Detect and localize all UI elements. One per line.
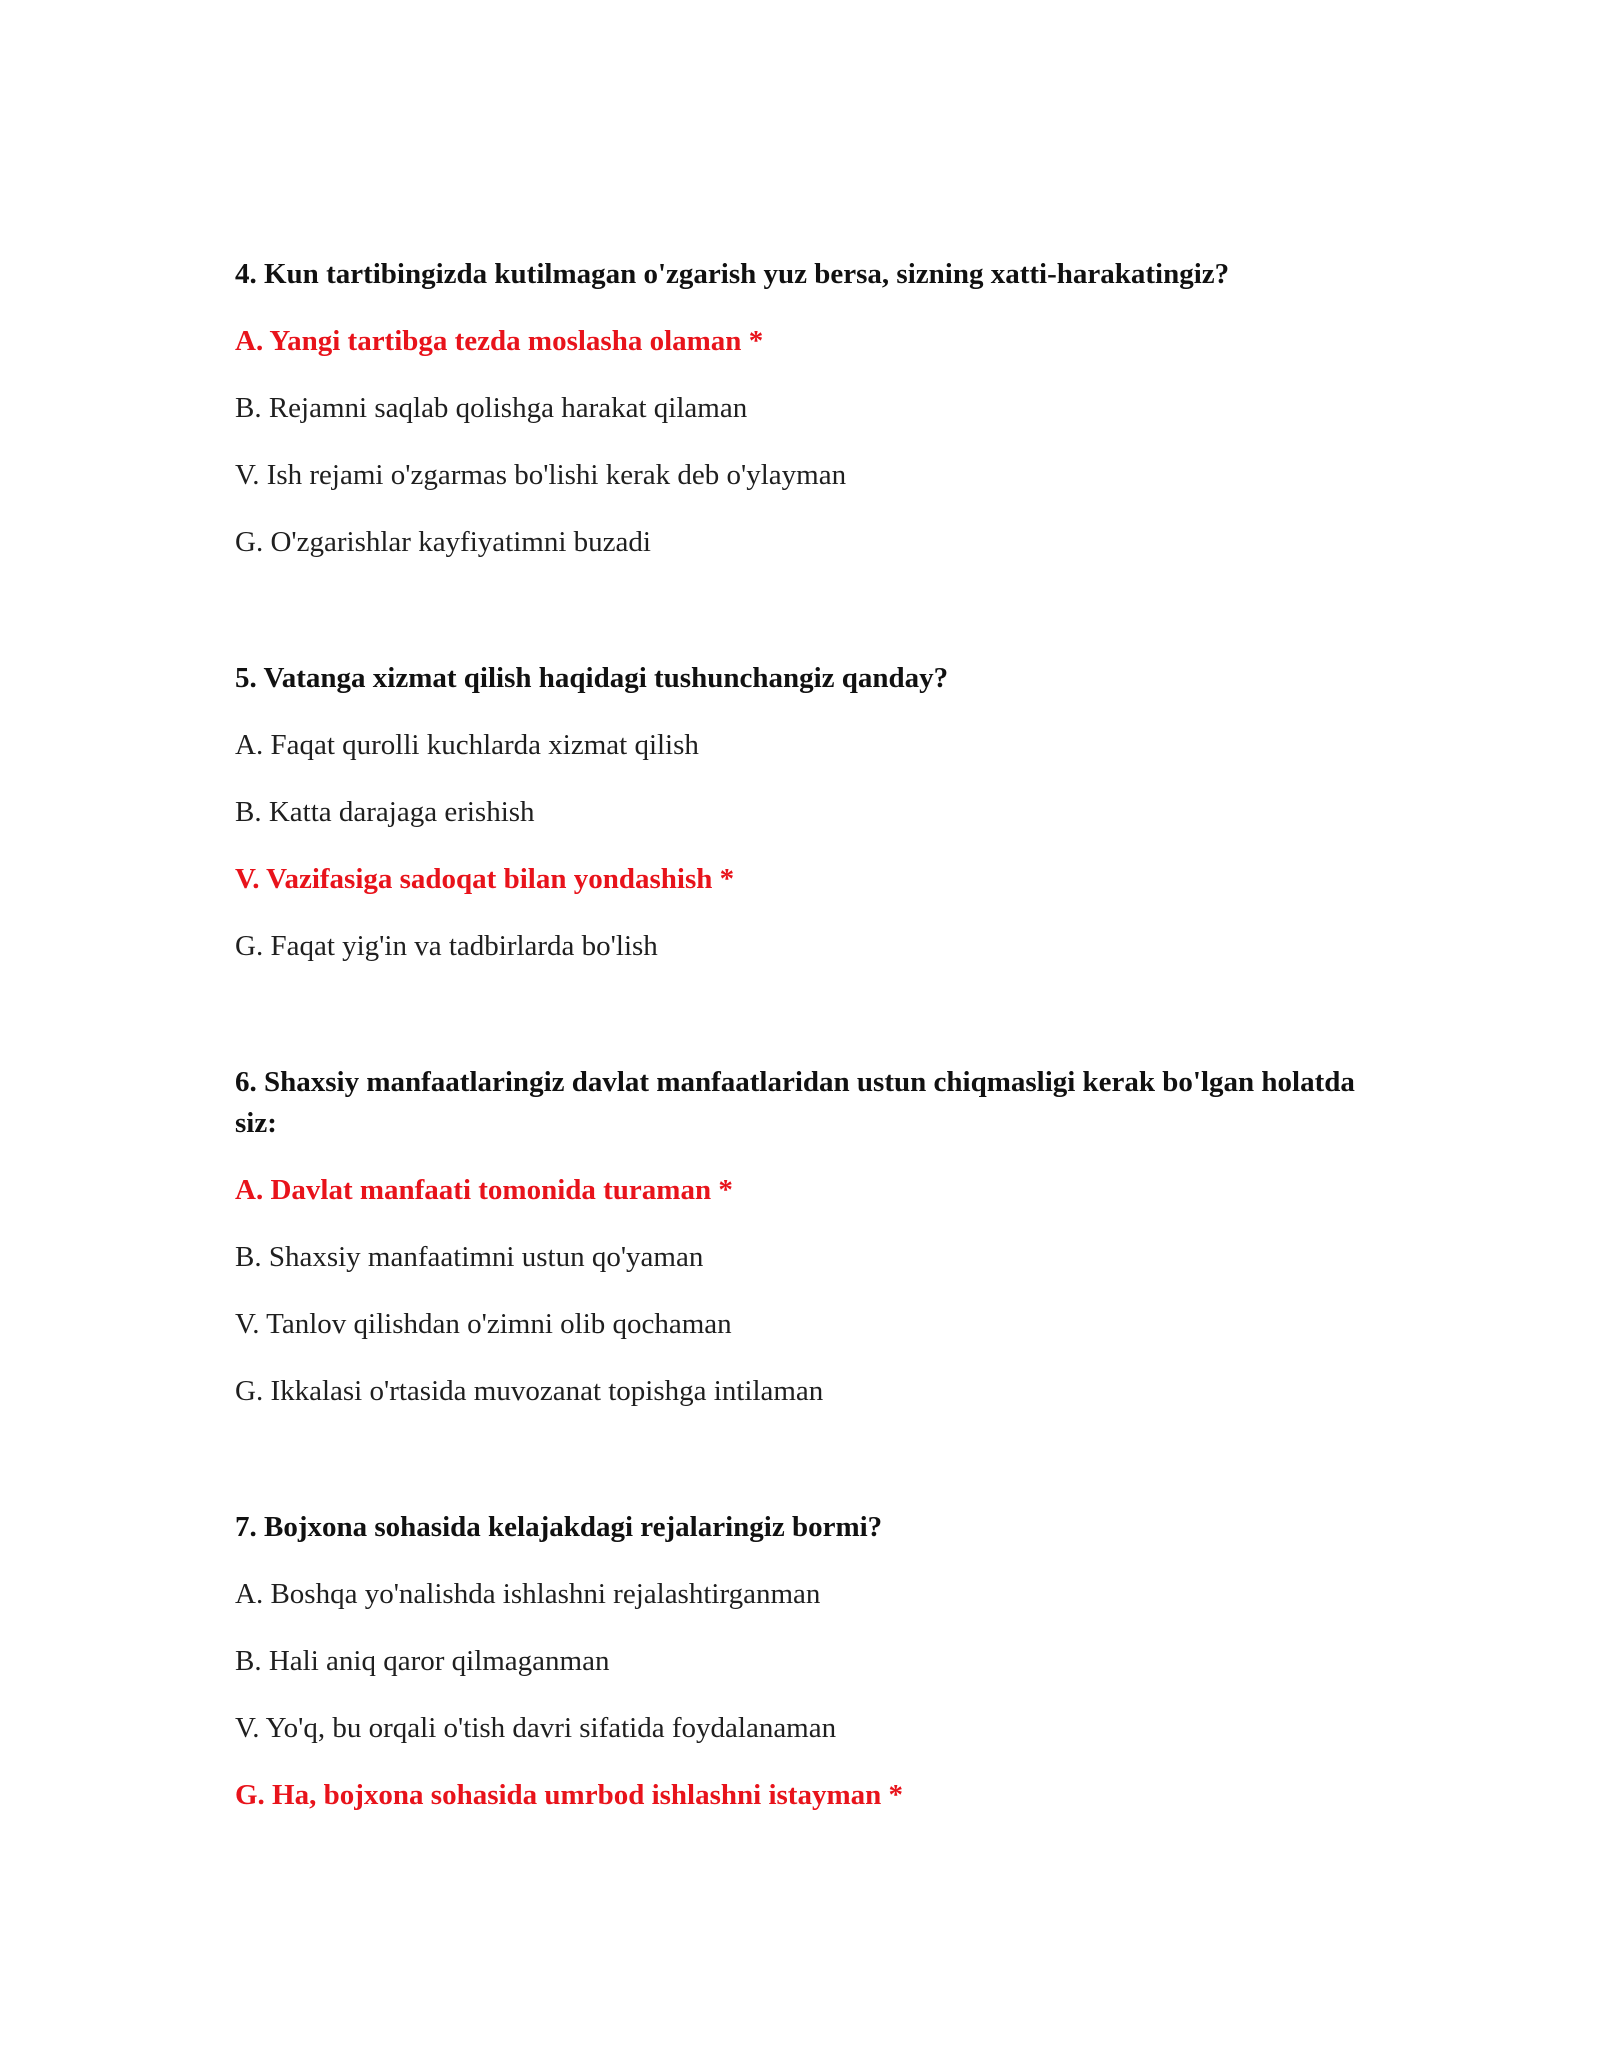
answer-option-a: A. Boshqa yo'nalishda ishlashni rejalashtirganman [235,1578,821,1610]
answer-option-g: G. O'zgarishlar kayfiyatimni buzadi [235,526,651,558]
answer-option-v: V. Ish rejami o'zgarmas bo'lishi kerak deb o'ylayman [235,459,847,491]
answer-option-g: G. Ha, bojxona sohasida umrbod ishlashni istayman * [235,1779,903,1811]
answer-option-v: V. Tanlov qilishdan o'zimni olib qochaman [235,1308,732,1340]
question-title: 7. Bojxona sohasida kelajakdagi rejalaringiz bormi? [235,1511,883,1543]
answer-option-b: B. Katta darajaga erishish [235,796,535,828]
answer-option-g: G. Faqat yig'in va tadbirlarda bo'lish [235,930,658,962]
answer-option-a: A. Davlat manfaati tomonida turaman * [235,1174,733,1206]
question-title: 6. Shaxsiy manfaatlaringiz davlat manfaatlaridan ustun chiqmasligi kerak bo'lgan holatda siz: [235,1066,1355,1139]
question-7 [235,1507,1375,1816]
question-5 [235,658,1375,967]
answer-option-a: A. Faqat qurolli kuchlarda xizmat qilish [235,729,699,761]
answer-option-v: V. Vazifasiga sadoqat bilan yondashish * [235,863,735,895]
question-title: 5. Vatanga xizmat qilish haqidagi tushunchangiz qanday? [235,662,949,694]
answer-option-b: B. Rejamni saqlab qolishga harakat qilaman [235,392,748,424]
answer-option-a: A. Yangi tartibga tezda moslasha olaman * [235,325,764,357]
answer-option-b: B. Shaxsiy manfaatimni ustun qo'yaman [235,1241,704,1273]
answer-option-v: V. Yo'q, bu orqali o'tish davri sifatida foydalanaman [235,1712,837,1744]
question-6 [235,1062,1375,1412]
answer-option-g: G. Ikkalasi o'rtasida muvozanat topishga intilaman [235,1375,824,1407]
question-4 [235,254,1375,563]
question-title: 4. Kun tartibingizda kutilmagan o'zgarish yuz bersa, sizning xatti-harakatingiz? [235,258,1230,290]
answer-option-b: B. Hali aniq qaror qilmaganman [235,1645,610,1677]
